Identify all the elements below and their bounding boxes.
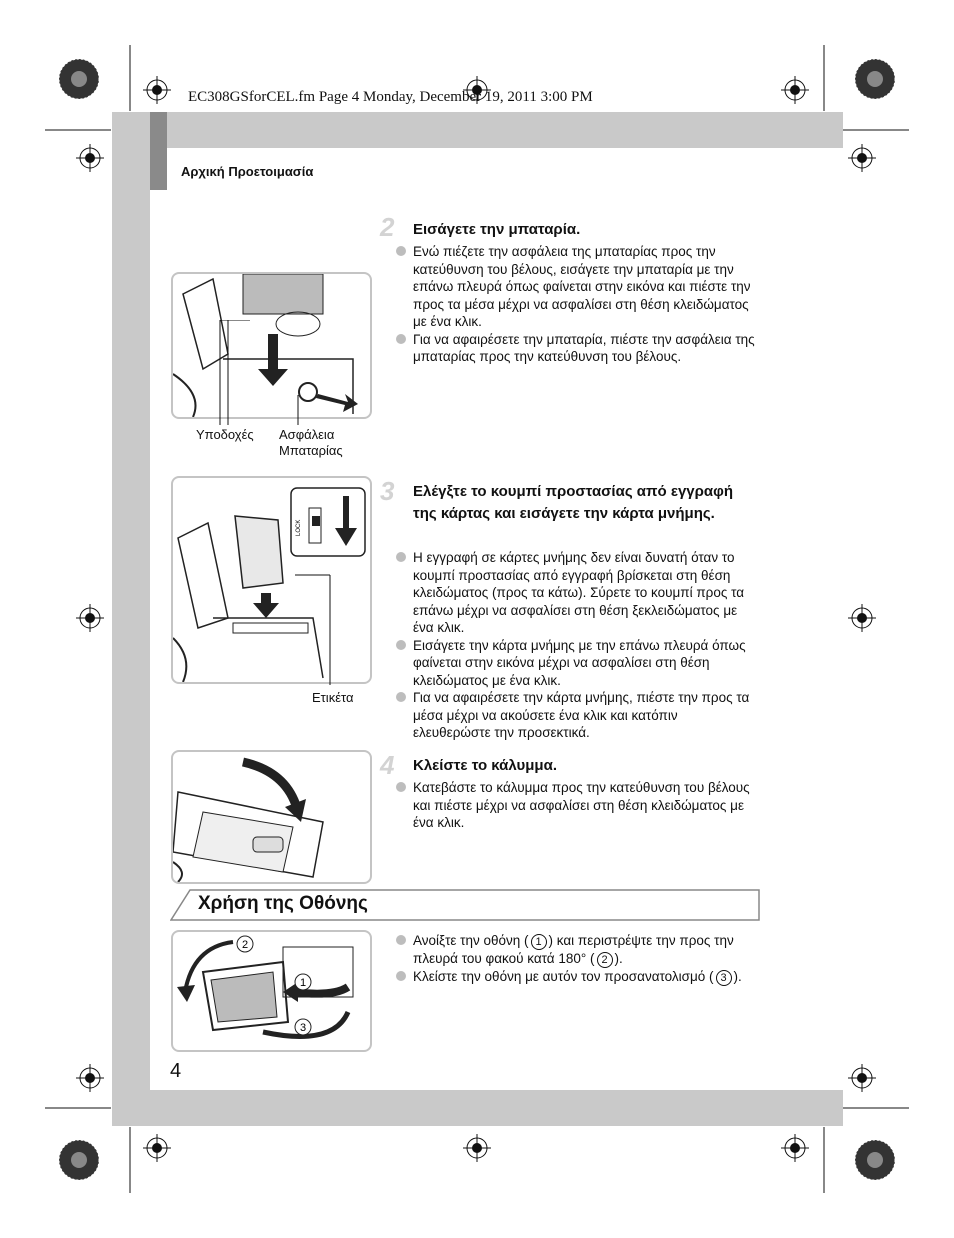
circled-number-1: 1 (531, 934, 547, 950)
list-item: Κλείστε την οθόνη με αυτόν τον προσανατολισμό ( 3 ). (413, 968, 758, 986)
step-title-4: Κλείστε το κάλυμμα. (413, 757, 557, 774)
list-item: Κατεβάστε το κάλυμμα προς την κατεύθυνση του βέλους και πιέστε μέχρι να ασφαλίσει στη θέση κλειδώματος με ένα κλικ. (413, 779, 758, 832)
mark-1: 1 (300, 977, 307, 989)
lock-label: LOCK (296, 519, 302, 536)
screen-bullets (413, 932, 758, 986)
caption-battery-lock: Ασφάλεια Μπαταρίας (279, 427, 343, 458)
mark-2: 2 (242, 939, 249, 951)
step-bullets-4 (413, 779, 758, 832)
mark-3: 3 (300, 1022, 307, 1034)
file-header: EC308GSforCEL.fm Page 4 Monday, December 19, 2011 3:00 PM (188, 89, 593, 105)
page-number: 4 (170, 1060, 182, 1082)
caption-slots: Υποδοχές (196, 427, 254, 442)
section-title-screen: Χρήση της Οθόνης (198, 893, 368, 914)
battery-callout-lines (210, 320, 330, 430)
step-number-4: 4 (380, 750, 395, 780)
step-bullets-3 (413, 549, 758, 742)
section-label: Αρχική Προετοιμασία (181, 164, 314, 179)
circled-number-2: 2 (597, 952, 613, 968)
list-item: Εισάγετε την κάρτα μνήμης με την επάνω πλευρά όπως φαίνεται στην εικόνα μέχρι να ασφαλίσει στη θέση κλειδώματος με ένα κλικ. (413, 637, 758, 690)
list-item: Ενώ πιέζετε την ασφάλεια της μπαταρίας προς την κατεύθυνση του βέλους, εισάγετε την μπαταρία με την επάνω πλευρά όπως φαίνεται στην εικόνα και πιέστε την προς τα μέσα μέχρι να ασφαλίσει στη θέση κλειδώματος με ένα κλικ. (413, 243, 758, 331)
step-number-3: 3 (380, 476, 395, 506)
list-item: Για να αφαιρέσετε την κάρτα μνήμης, πιέστε την προς τα μέσα μέχρι να ακούσετε ένα κλικ και κατόπιν ελευθερώστε την προσεκτικά. (413, 689, 758, 742)
step-number-2: 2 (380, 212, 395, 242)
label-callout-line (290, 570, 350, 690)
step-title-3: Ελέγξτε το κουμπί προστασίας από εγγραφή της κάρτας και εισάγετε την κάρτα μνήμης. (413, 483, 734, 522)
cover-drawing (173, 752, 370, 882)
cover-illustration (171, 750, 372, 884)
circled-number-3: 3 (716, 970, 732, 986)
screen-rotate-drawing (173, 932, 370, 1050)
step-bullets-2 (413, 243, 758, 366)
caption-label: Ετικέτα (312, 690, 354, 705)
list-item: Ανοίξτε την οθόνη ( 1 ) και περιστρέψτε την προς την πλευρά του φακού κατά 180° ( 2 ). (413, 932, 758, 968)
screen-rotate-illustration (171, 930, 372, 1052)
list-item: Η εγγραφή σε κάρτες μνήμης δεν είναι δυνατή όταν το κουμπί προστασίας από εγγραφή βρίσκεται στη θέση κλειδώματος (προς τα κάτω). Σύρετε το κουμπί προς τα επάνω μέχρι να ασφαλίσει στη θέση ξεκλειδώματος με ένα κλικ. (413, 549, 758, 637)
step-title-2: Εισάγετε την μπαταρία. (413, 221, 581, 238)
list-item: Για να αφαιρέσετε την μπαταρία, πιέστε την ασφάλεια της μπαταρίας προς την κατεύθυνση του βέλους. (413, 331, 758, 366)
